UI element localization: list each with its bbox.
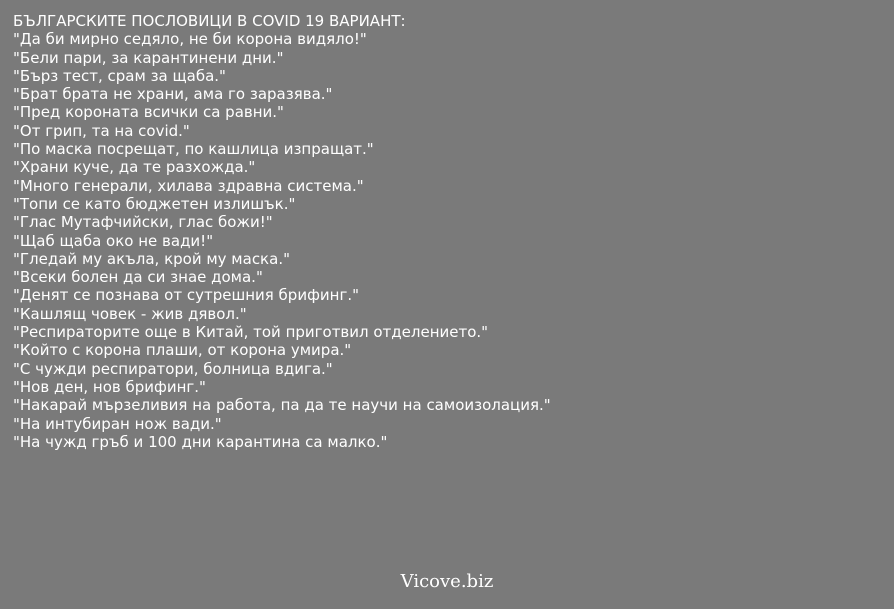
proverb-line: "Бели пари, за карантинени дни." bbox=[13, 48, 284, 67]
proverb-line: "Храни куче, да те разхожда." bbox=[13, 158, 256, 177]
proverb-line: "Накарай мързеливия на работа, па да те научи на самоизолация." bbox=[13, 396, 551, 415]
proverb-line: "Денят се познава от сутрешния брифинг." bbox=[13, 286, 360, 305]
proverb-line: "Който с корона плаши, от корона умира." bbox=[13, 341, 352, 360]
proverb-line: "Да би мирно седяло, не би корона видяло!" bbox=[13, 30, 367, 49]
proverb-line: "Пред короната всички са равни." bbox=[13, 103, 284, 122]
proverb-line: "Нов ден, нов брифинг." bbox=[13, 377, 206, 396]
proverb-line: "Бърз тест, срам за щаба." bbox=[13, 66, 226, 85]
proverb-line: "Много генерали, хилава здравна система." bbox=[13, 176, 364, 195]
proverb-line: "Респираторите още в Китай, той приготвил отделението." bbox=[13, 323, 489, 342]
proverb-line: "Щаб щаба око не вади!" bbox=[13, 231, 214, 250]
page-heading: БЪЛГАРСКИТЕ ПОСЛОВИЦИ В COVID 19 ВАРИАНТ: bbox=[13, 12, 406, 30]
proverb-line: "От грип, та на covid." bbox=[13, 121, 190, 140]
proverb-line: "Брат брата не храни, ама го заразява." bbox=[13, 85, 333, 104]
proverbs-text-block bbox=[13, 12, 883, 451]
proverb-line: "По маска посрещат, по кашлица изпращат." bbox=[13, 140, 374, 159]
proverb-line: "Гледай му акъла, крой му маска." bbox=[13, 249, 290, 268]
proverb-line: "На интубиран нож вади." bbox=[13, 414, 222, 433]
proverb-line: "Топи се като бюджетен излишък." bbox=[13, 194, 296, 213]
proverb-line: "На чужд гръб и 100 дни карантина са малко." bbox=[13, 432, 388, 451]
proverb-line: "Всеки болен да си знае дома." bbox=[13, 268, 263, 287]
proverb-line: "Глас Мутафчийски, глас божи!" bbox=[13, 213, 273, 232]
proverb-line: "С чужди респиратори, болница вдига." bbox=[13, 359, 333, 378]
proverb-line: "Кашлящ човек - жив дявол." bbox=[13, 304, 247, 323]
site-watermark: Vicove.biz bbox=[400, 571, 494, 592]
